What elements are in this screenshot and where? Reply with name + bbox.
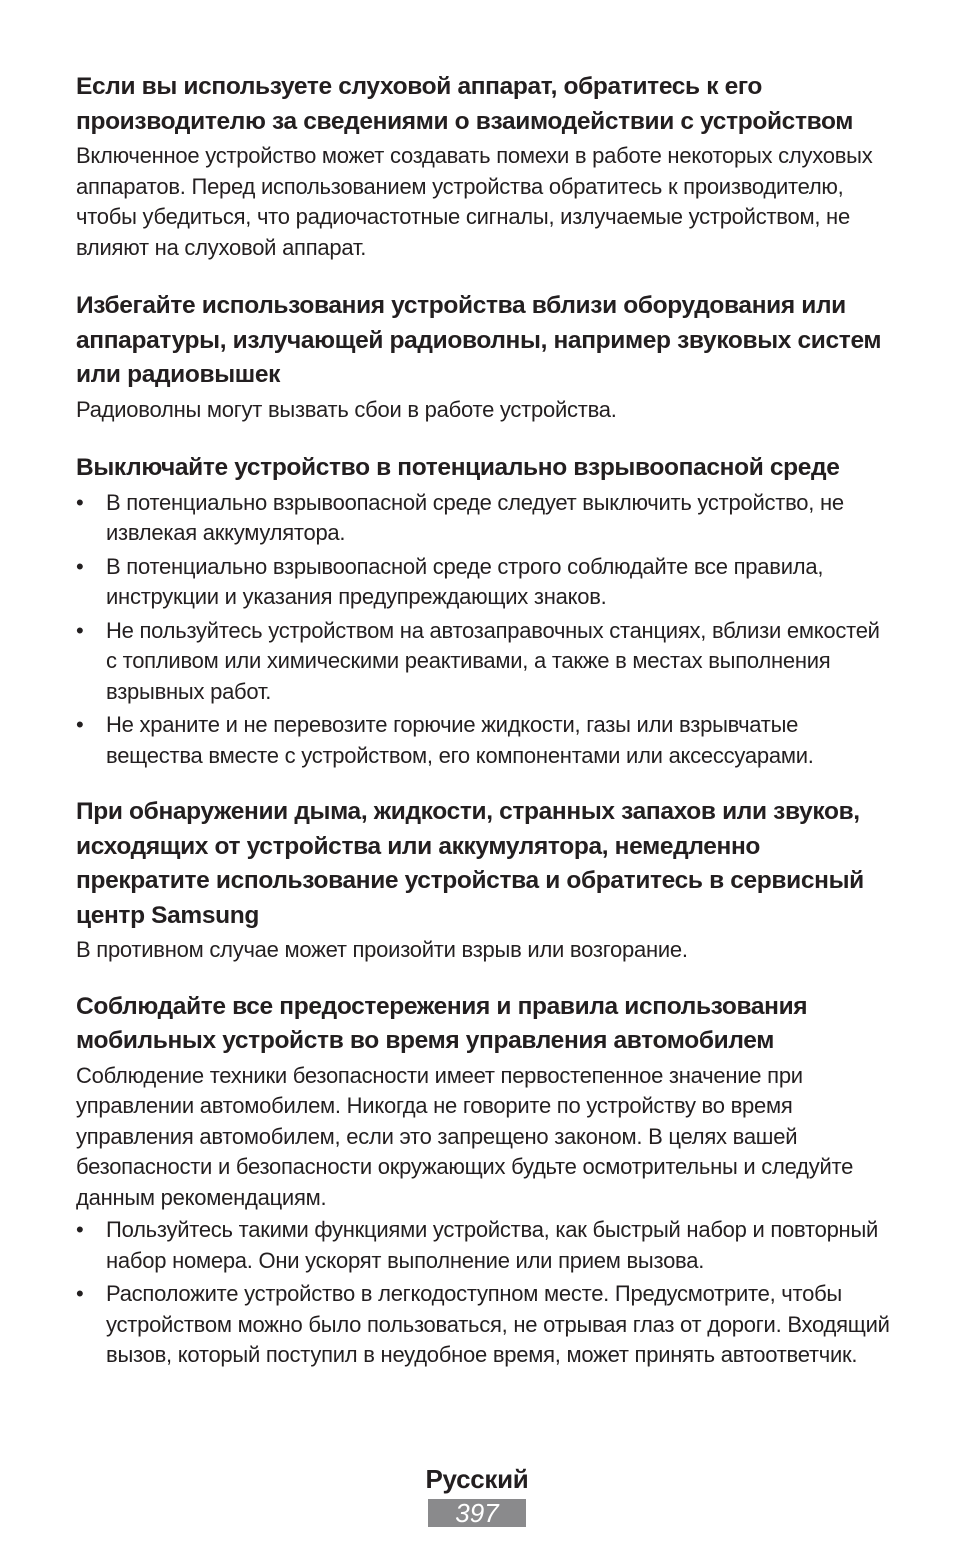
section-heading: Если вы используете слуховой аппарат, обратитесь к его производителю за сведениями о взаимодействии с устройством [76, 73, 854, 135]
section-explosive-environment [76, 451, 896, 771]
section-paragraph: В противном случае может произойти взрыв или возгорание. [76, 937, 688, 962]
footer-language: Русский [425, 1464, 529, 1494]
section-heading: При обнаружении дыма, жидкости, странных запахов или звуков, исходящих от устройства или аккумулятора, немедленно прекратите использование устройства и обратитесь в сервисный центр Samsung [76, 798, 864, 929]
section-hearing-aids [76, 70, 896, 263]
list-item-text: Пользуйтесь такими функциями устройства, как быстрый набор и повторный набор номера. Они ускорят выполнение или прием вызова. [106, 1217, 879, 1273]
section-heading: Выключайте устройство в потенциально взрывоопасной среде [76, 454, 840, 481]
list-item [76, 552, 896, 613]
section-smoke-liquid [76, 795, 896, 966]
list-item [76, 616, 896, 708]
list-item-text: В потенциально взрывоопасной среде строго соблюдайте все правила, инструкции и указания предупреждающих знаков. [106, 553, 824, 609]
bullet-marker: • [76, 489, 84, 515]
bullet-marker: • [76, 617, 84, 643]
page-content [76, 70, 896, 1374]
list-item [76, 1215, 896, 1276]
list-item-text: Расположите устройство в легкодоступном месте. Предусмотрите, чтобы устройством можно было пользоваться, не отрывая глаз от дороги. Входящий вызов, который поступил в неудобное время, может принять автоответчик. [106, 1281, 890, 1367]
section-driving-safety [76, 990, 896, 1371]
section-radio-equipment [76, 289, 896, 425]
section-paragraph: Радиоволны могут вызвать сбои в работе устройства. [76, 396, 617, 422]
list-item [76, 710, 896, 771]
bullet-list [76, 1215, 896, 1371]
section-heading: Избегайте использования устройства вблизи оборудования или аппаратуры, излучающей радиоволны, например звуковых систем или радиовышек [76, 292, 882, 388]
bullet-marker: • [76, 1217, 84, 1242]
list-item-text: Не храните и не перевозите горючие жидкости, газы или взрывчатые вещества вместе с устройством, его компонентами или аксессуарами. [106, 712, 814, 768]
page-footer [0, 1462, 954, 1527]
section-paragraph: Соблюдение техники безопасности имеет первостепенное значение при управлении автомобилем. Никогда не говорите по устройству во время управления автомобилем, если это запрещено законом. В целях вашей безопасности и безопасности окружающих будьте осмотрительны и следуйте данным рекомендациям. [76, 1062, 854, 1210]
bullet-marker: • [76, 553, 84, 579]
list-item [76, 1279, 896, 1371]
section-heading: Соблюдайте все предостережения и правила использования мобильных устройств во время управления автомобилем [76, 992, 808, 1054]
list-item-text: Не пользуйтесь устройством на автозаправочных станциях, вблизи емкостей с топливом или химическими реактивами, а также в местах выполнения взрывных работ. [106, 617, 880, 704]
bullet-marker: • [76, 712, 84, 737]
bullet-list [76, 488, 896, 772]
page-number-badge: 397 [428, 1499, 525, 1527]
bullet-marker: • [76, 1281, 84, 1306]
list-item [76, 488, 896, 549]
section-paragraph: Включенное устройство может создавать помехи в работе некоторых слуховых аппаратов. Перед использованием устройства обратитесь к производителю, чтобы убедиться, что радиочастотные сигналы, излучаемые устройством, не влияют на слуховой аппарат. [76, 143, 873, 260]
list-item-text: В потенциально взрывоопасной среде следует выключить устройство, не извлекая аккумулятора. [106, 489, 844, 545]
